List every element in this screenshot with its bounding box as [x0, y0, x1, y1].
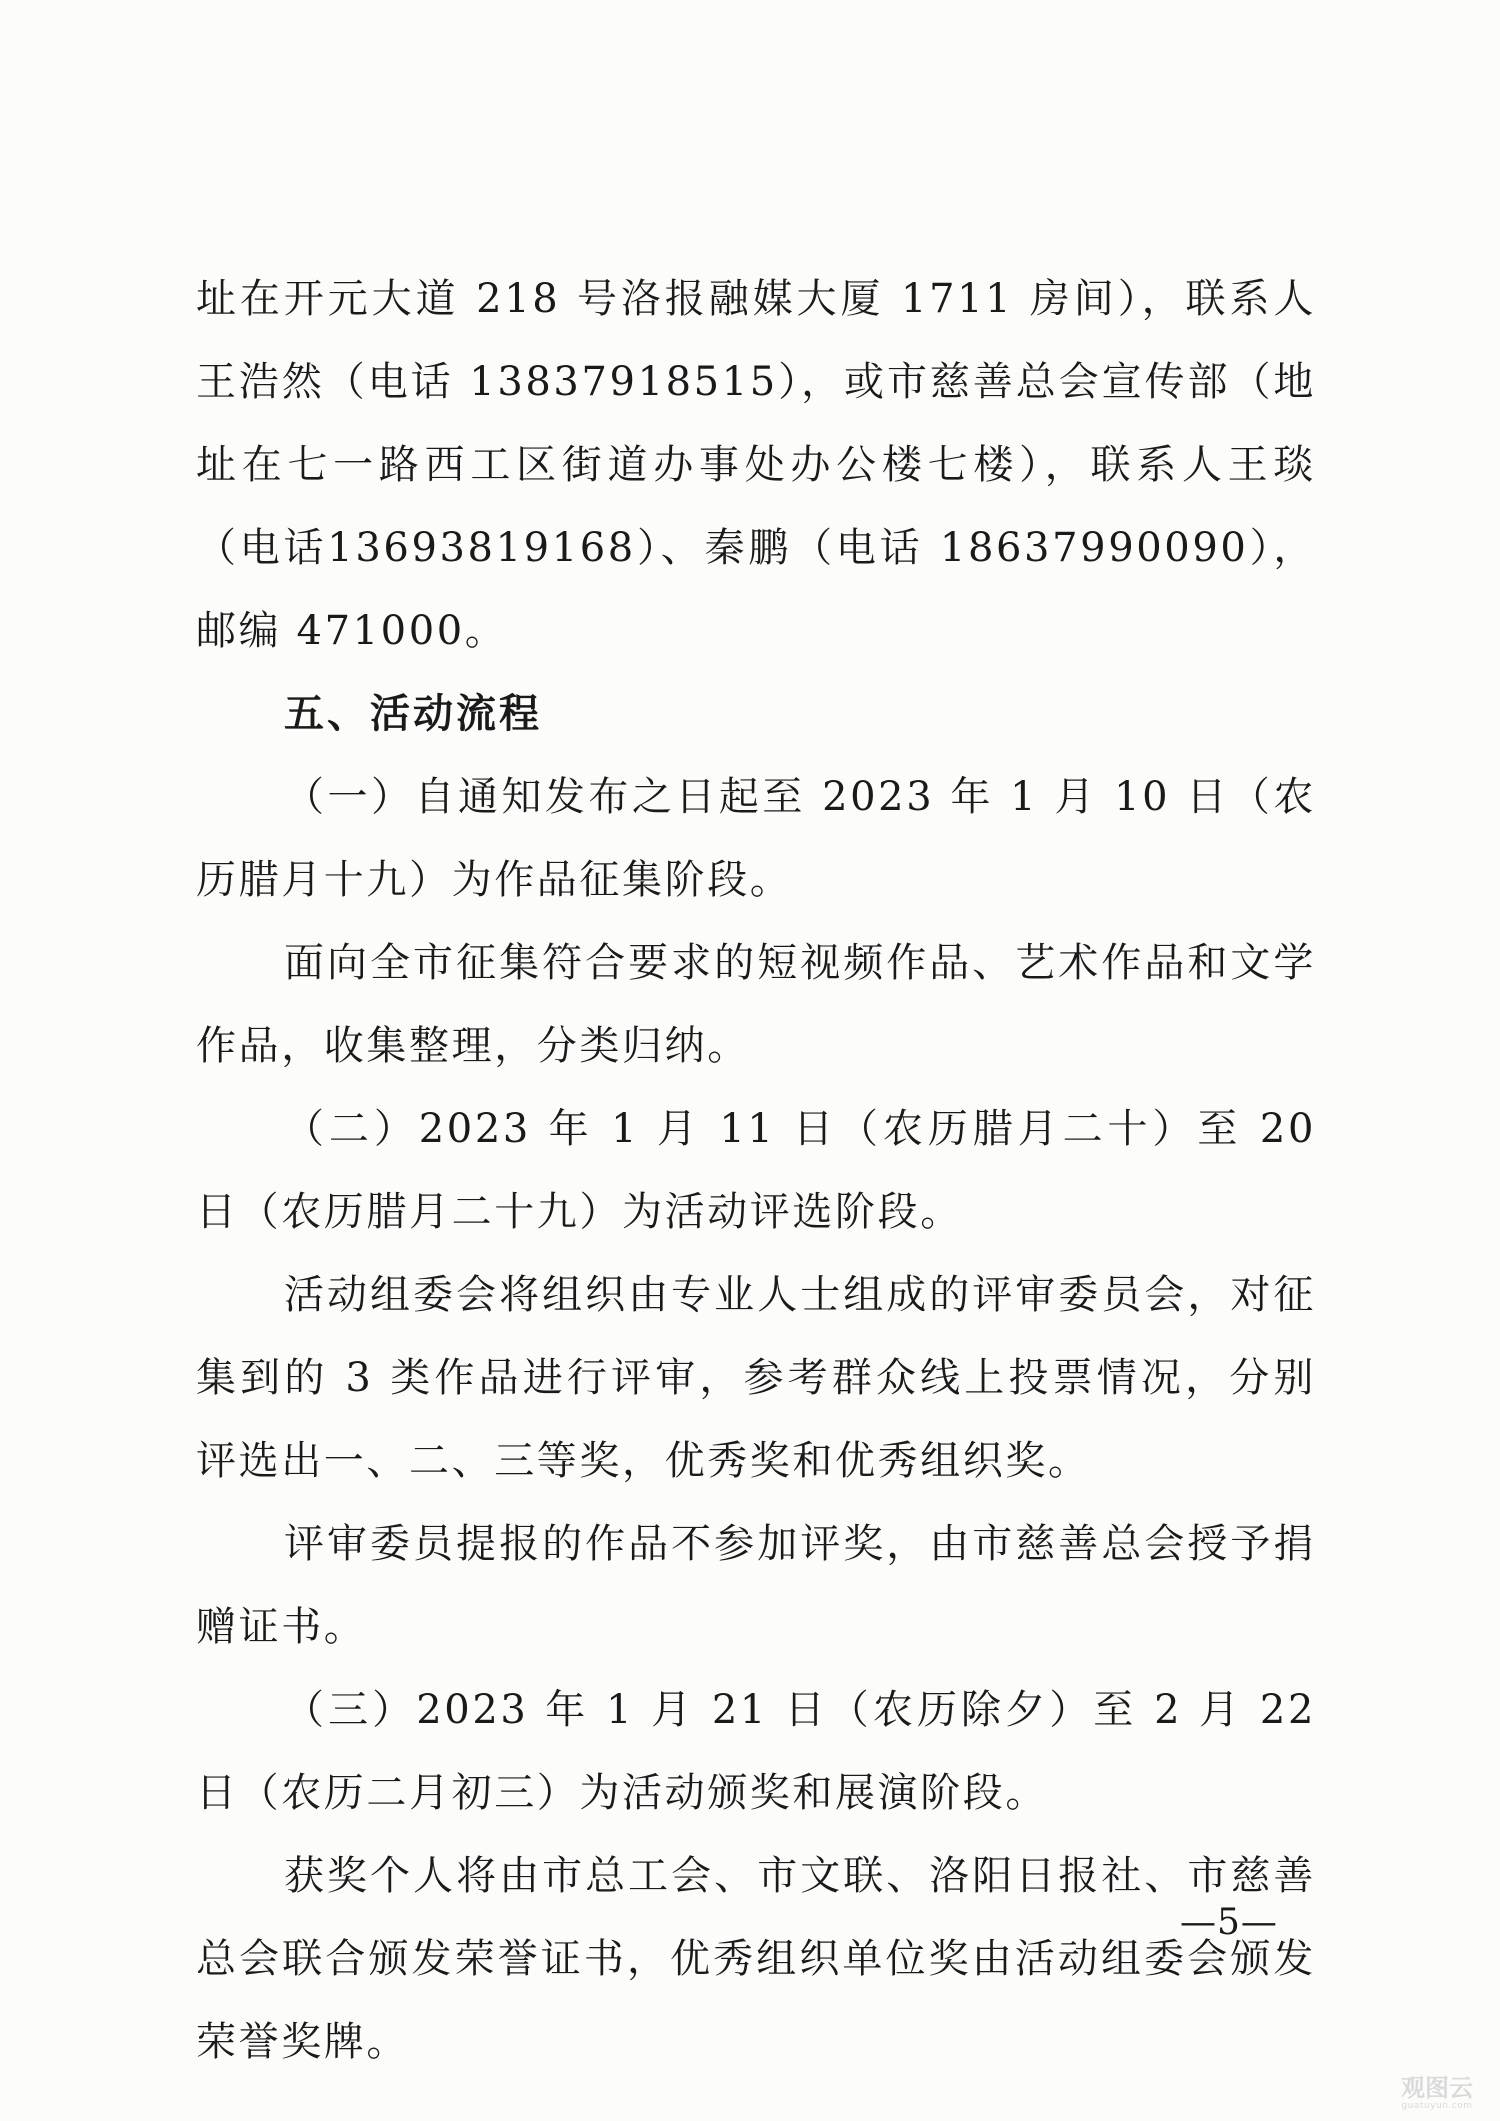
page-number: —5— [1180, 1902, 1278, 1943]
section-heading-activity-process: 五、活动流程 [284, 691, 542, 737]
paragraph-stage-one-detail: 面向全市征集符合要求的短视频作品、艺术作品和文学作品，收集整理，分类归纳。 [196, 940, 1316, 1069]
paragraph-stage-three-detail: 获奖个人将由市总工会、市文联、洛阳日报社、市慈善总会联合颁发荣誉证书，优秀组织单位奖由活动组委会颁发荣誉奖牌。 [196, 1853, 1316, 2065]
paragraph-stage-two: （二）2023 年 1 月 11 日（农历腊月二十）至 20 日（农历腊月二十九）为活动评选阶段。 [196, 1106, 1316, 1235]
watermark-text: 观图云 [1401, 2074, 1473, 2102]
paragraph-stage-three: （三）2023 年 1 月 21 日（农历除夕）至 2 月 22 日（农历二月初三）为活动颁奖和展演阶段。 [196, 1687, 1316, 1816]
paragraph-judges-works: 评审委员提报的作品不参加评奖，由市慈善总会授予捐赠证书。 [196, 1521, 1316, 1650]
paragraph-stage-one: （一）自通知发布之日起至 2023 年 1 月 10 日（农历腊月十九）为作品征集阶段。 [196, 774, 1316, 903]
watermark-logo [1392, 2075, 1482, 2115]
document-body [196, 258, 1316, 2084]
paragraph-contact-info: 址在开元大道 218 号洛报融媒大厦 1711 房间），联系人王浩然（电话 13837918515），或市慈善总会宣传部（地址在七一路西工区街道办事处办公楼七楼），联系人王琰（电话13693819168）、秦鹏（电话 18637990090），邮编 471000。 [196, 276, 1316, 654]
paragraph-stage-two-detail: 活动组委会将组织由专业人士组成的评审委员会，对征集到的 3 类作品进行评审，参考群众线上投票情况，分别评选出一、二、三等奖，优秀奖和优秀组织奖。 [196, 1272, 1316, 1484]
watermark-subtext: guatuyun.com [1401, 2101, 1473, 2111]
